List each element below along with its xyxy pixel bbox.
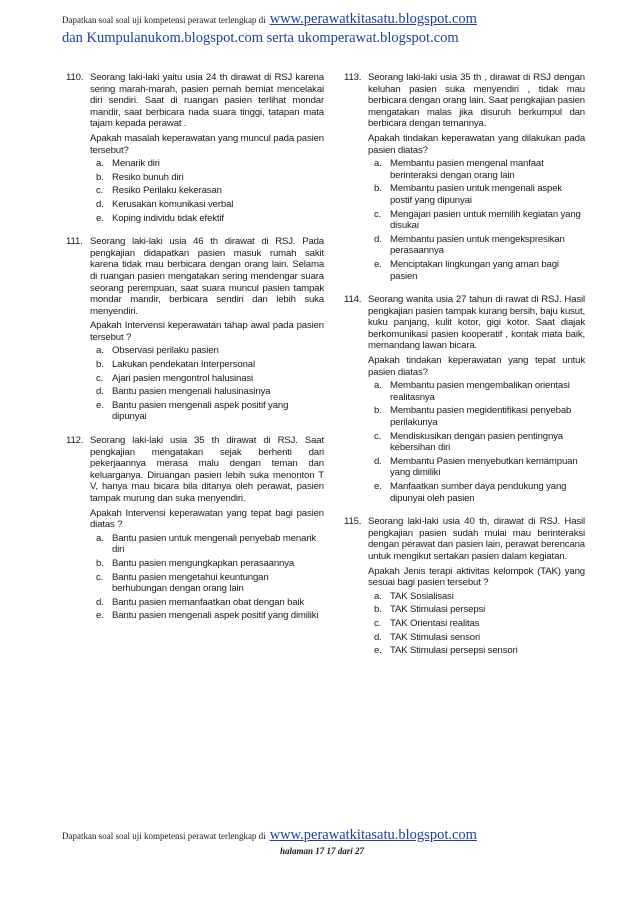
question-prompt: Apakah Jenis terapi aktivitas kelompok (TAK) yang sesuai bagi pasien tersebut ? <box>368 565 585 589</box>
option-a[interactable]: a. Membantu pasien mengenal manfaat berinteraksi dengan orang lain <box>374 158 544 181</box>
question-scenario: Seorang laki-laki usia 46 th dirawat di RSJ. Pada pengkajian didapatkan pasien masuk rumah sakit karena tidak mau berbicara dengan orang lain. Selama di ruangan pasien mengatakan sering mendengar suara seorang perempuan, saat suara muncul pasien tampak mondar mandir, berbicara sendiri dan lebih suka menyendiri. <box>90 236 324 317</box>
question-number: 114. <box>344 294 362 306</box>
header-link-perawatkitasatu[interactable]: www.perawatkitasatu.blogspot.com <box>269 11 477 27</box>
question-prompt: Apakah Intervensi keperawatan tahap awal pada pasien tersebut ? <box>90 320 324 343</box>
option-d[interactable]: d. TAK Stimulasi sensori <box>374 631 480 643</box>
right-column <box>340 72 585 669</box>
header-prefix: Dapatkan soal soal uji kompetensi perawat terlengkap di <box>62 15 266 25</box>
question-scenario: Seorang laki-laki usia 35 th , dirawat di RSJ dengan keluhan pasien suka menyendiri , tidak mau berbicara dengan orang lain. Saat pengkajian pasien mengatakan malas jika disuruh berkumpul dan berbicara dengan temannya. <box>368 72 585 130</box>
question-scenario: Seorang laki-laki usia 40 th, dirawat di RSJ. Hasil pengkajian pasien sudah mulai mau berinteraksi dengan perawat dan pasien lain, perawat berencana untuk mengikut sertakan pasien dalam kegiatan. <box>368 516 585 562</box>
footer-link-perawatkitasatu[interactable]: www.perawatkitasatu.blogspot.com <box>269 827 477 843</box>
option-c[interactable]: c. TAK Orientasi realitas <box>374 617 480 629</box>
footer-prefix: Dapatkan soal soal uji kompetensi perawat terlengkap di <box>62 831 266 841</box>
option-c[interactable]: c. Bantu pasien mengetahui keuntungan berhubungan dengan orang lain <box>96 571 269 595</box>
option-e[interactable]: e. TAK Stimulasi persepsi sensori <box>374 645 518 657</box>
option-d[interactable]: d. Bantu pasien memanfaatkan obat dengan baik <box>96 596 305 608</box>
options-list <box>90 533 324 622</box>
question-prompt: Apakah tindakan keperawatan yang dilakukan pada pasien diatas? <box>368 132 585 156</box>
question-prompt: Apakah Intervensi keperawatan yang tepat bagi pasien diatas ? <box>90 507 324 531</box>
page-number: halaman 17 17 dari 27 <box>279 846 364 856</box>
option-b[interactable]: b. Membantu pasien megidentifikasi penyebab perilakunya <box>374 405 572 429</box>
option-d[interactable]: d. Membantu Pasien menyebutkan kemampuan yang dimiliki <box>374 455 578 479</box>
option-e[interactable]: e. Manfaatkan sumber daya pendukung yang dipunyai oleh pasien <box>374 481 567 504</box>
options-list <box>90 158 324 224</box>
question-prompt: Apakah tindakan keperawatan yang tepat untuk pasien diatas? <box>368 355 585 378</box>
options-list <box>90 345 324 423</box>
option-a[interactable]: a. Observasi perilaku pasien <box>96 345 219 357</box>
question-prompt: Apakah masalah keperawatan yang muncul pada pasien tersebut? <box>90 132 324 156</box>
option-b[interactable]: b. Bantu pasien mengungkapkan perasaannya <box>96 557 295 569</box>
question-number: 113. <box>344 72 362 83</box>
option-e[interactable]: e. Menciptakan lingkungan yang aman bagi pasien <box>374 258 559 282</box>
option-c[interactable]: c. Mengajari pasien untuk memilih kegiatan yang disukai <box>374 208 581 232</box>
left-column <box>62 72 324 634</box>
option-a[interactable]: a. Membantu pasien mengembalikan orientasi realitasnya <box>374 380 570 403</box>
question-scenario: Seorang laki-laki yaitu usia 24 th dirawat di RSJ karena sering marah-marah, pasien pernah berniat mencelakai diri sendiri. Saat di ruangan pasien terlihat mondar mandir, saat berbicara nada suara tinggi, tatapan mata tajam kepada perawat . <box>90 72 324 130</box>
option-c[interactable]: c. Mendiskusikan dengan pasien pentingnya kebersihan diri <box>374 430 563 454</box>
question-number: 111. <box>66 236 83 248</box>
option-e[interactable]: e. Bantu pasien mengenali aspek positif yang dipunyai <box>96 399 289 423</box>
option-c[interactable]: c. Ajari pasien mengontrol halusinasi <box>96 372 254 384</box>
question-113 <box>340 72 585 282</box>
option-c[interactable]: c. Resiko Perilaku kekerasan <box>96 185 222 197</box>
options-list <box>368 158 585 282</box>
option-e[interactable]: e. Koping individu tidak efektif <box>96 212 224 224</box>
page-footer <box>62 826 582 856</box>
question-scenario: Seorang laki-laki usia 35 th dirawat di RSJ. Saat pengkajian mengatakan sejak berhenti dari pekerjaannya merasa malu dengan teman dan keluarganya. Diruangan pasien lebih suka menonton T V, hanya mau bicara bila ditanya oleh perawat, pasien tampak murung dan suka menyendiri. <box>90 435 324 504</box>
options-list <box>368 380 585 504</box>
option-a[interactable]: a. Bantu pasien untuk mengenali penyebab menarik diri <box>96 532 316 556</box>
question-111 <box>62 236 324 423</box>
option-b[interactable]: b. TAK Stimulasi persepsi <box>374 604 486 616</box>
option-a[interactable]: a. Menarik diri <box>96 158 160 170</box>
question-112 <box>62 435 324 622</box>
question-scenario: Seorang wanita usia 27 tahun di rawat di RSJ. Hasil pengkajian pasien tampak kurang bersih, baju kusut, kuku panjang, kulit kotor, gigi kotor. Saat diajak berkomunikasi pasien kooperatif , kontak mata baik, memandang lawan bicara. <box>368 294 585 352</box>
page-header <box>62 10 582 47</box>
option-d[interactable]: d. Membantu pasien untuk mengekspresikan perasaannya <box>374 233 565 257</box>
option-b[interactable]: b. Resiko bunuh diri <box>96 171 184 183</box>
option-b[interactable]: b. Membantu pasien untuk mengenali aspek postif yang dipunyai <box>374 183 563 206</box>
question-number: 112. <box>66 435 84 447</box>
question-114 <box>340 294 585 504</box>
option-a[interactable]: a. TAK Sosialisasi <box>374 590 454 602</box>
question-115 <box>340 516 585 657</box>
option-e[interactable]: e. Bantu pasien mengenali aspek positif yang dimiliki <box>96 610 319 622</box>
question-number: 110. <box>66 72 84 83</box>
question-110 <box>62 72 324 224</box>
option-d[interactable]: d. Kerusakan komunikasi verbal <box>96 198 234 210</box>
question-number: 115. <box>344 516 362 528</box>
header-links-line[interactable]: dan Kumpulanukom.blogspot.com serta ukomperawat.blogspot.com <box>62 30 459 46</box>
option-d[interactable]: d. Bantu pasien mengenali halusinasinya <box>96 386 271 398</box>
options-list <box>368 591 585 657</box>
option-b[interactable]: b. Lakukan pendekatan Interpersonal <box>96 359 255 371</box>
